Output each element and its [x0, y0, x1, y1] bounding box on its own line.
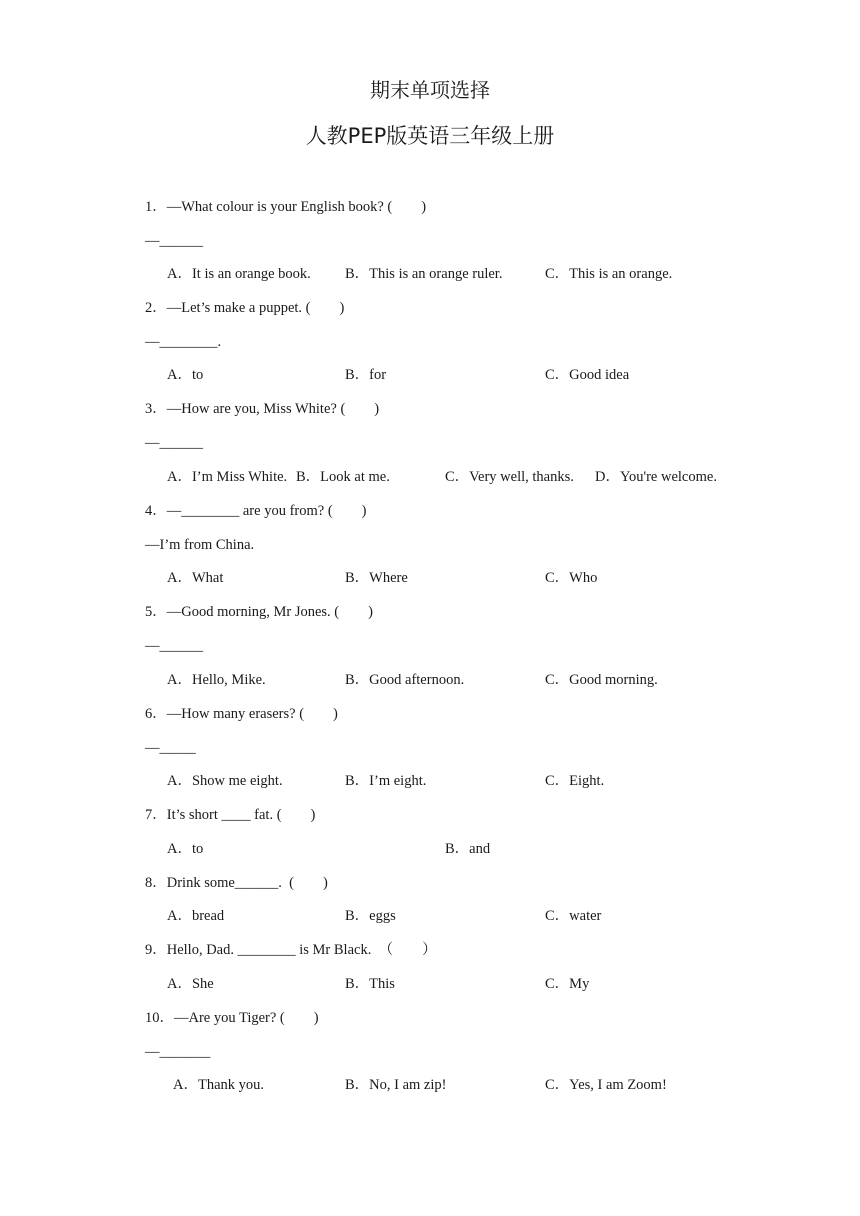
- question-9-option-c: C．My: [545, 976, 590, 992]
- question-6-stem: 6．—How many erasers? ( ): [145, 706, 338, 722]
- question-6-option-b: B．I’m eight.: [345, 773, 427, 789]
- question-3-option-d: D．You're welcome.: [595, 469, 717, 485]
- question-10-option-b: B．No, I am zip!: [345, 1077, 447, 1093]
- question-2-answer-line: —________.: [145, 334, 222, 350]
- question-1-option-b: B．This is an orange ruler.: [345, 266, 503, 282]
- question-9-option-a: A．She: [167, 976, 214, 992]
- question-8-stem: 8．Drink some______. ( ): [145, 875, 328, 891]
- question-5-option-a: A．Hello, Mike.: [167, 672, 266, 688]
- question-7-option-a: A．to: [167, 841, 204, 857]
- question-1-stem: 1．—What colour is your English book? ( ): [145, 199, 427, 215]
- question-4-option-b: B．Where: [345, 570, 408, 586]
- question-2-option-a: A．to: [167, 367, 204, 383]
- question-1-answer-line: —______: [145, 233, 203, 249]
- question-2-stem: 2．—Let’s make a puppet. ( ): [145, 300, 345, 316]
- question-4-option-a: A．What: [167, 570, 224, 586]
- question-8-option-b: B．eggs: [345, 908, 396, 924]
- question-6-answer-line: —_____: [145, 740, 196, 756]
- question-9-stem: 9．Hello, Dad. ________ is Mr Black. （ ）: [145, 942, 437, 958]
- question-5-answer-line: —______: [145, 638, 203, 654]
- question-4-answer-line: —I’m from China.: [145, 537, 255, 553]
- question-7-stem: 7．It’s short ____ fat. ( ): [145, 807, 316, 823]
- question-2-option-c: C．Good idea: [545, 367, 630, 383]
- question-1-option-a: A．It is an orange book.: [167, 266, 311, 282]
- question-6-option-c: C．Eight.: [545, 773, 605, 789]
- question-4-option-c: C．Who: [545, 570, 598, 586]
- question-4-stem: 4．—________ are you from? ( ): [145, 503, 367, 519]
- question-10-option-c: C．Yes, I am Zoom!: [545, 1077, 667, 1093]
- question-8-option-c: C．water: [545, 908, 602, 924]
- page-subtitle: 人教PEP版英语三年级上册: [305, 124, 555, 148]
- question-5-option-c: C．Good morning.: [545, 672, 658, 688]
- question-10-option-a: A．Thank you.: [173, 1077, 265, 1093]
- page-title: 期末单项选择: [370, 78, 490, 102]
- question-3-stem: 3．—How are you, Miss White? ( ): [145, 401, 380, 417]
- question-3-answer-line: —______: [145, 435, 203, 451]
- question-7-option-b: B．and: [445, 841, 491, 857]
- question-9-option-b: B．This: [345, 976, 395, 992]
- question-3-option-b: B．Look at me.: [296, 469, 390, 485]
- question-6-option-a: A．Show me eight.: [167, 773, 283, 789]
- question-10-answer-line: —_______: [145, 1044, 211, 1060]
- question-3-option-a: A．I’m Miss White.: [167, 469, 288, 485]
- question-3-option-c: C．Very well, thanks.: [445, 469, 574, 485]
- question-8-option-a: A．bread: [167, 908, 225, 924]
- question-2-option-b: B．for: [345, 367, 387, 383]
- question-10-stem: 10．—Are you Tiger? ( ): [145, 1010, 319, 1026]
- question-5-stem: 5．—Good morning, Mr Jones. ( ): [145, 604, 373, 620]
- question-1-option-c: C．This is an orange.: [545, 266, 673, 282]
- question-5-option-b: B．Good afternoon.: [345, 672, 465, 688]
